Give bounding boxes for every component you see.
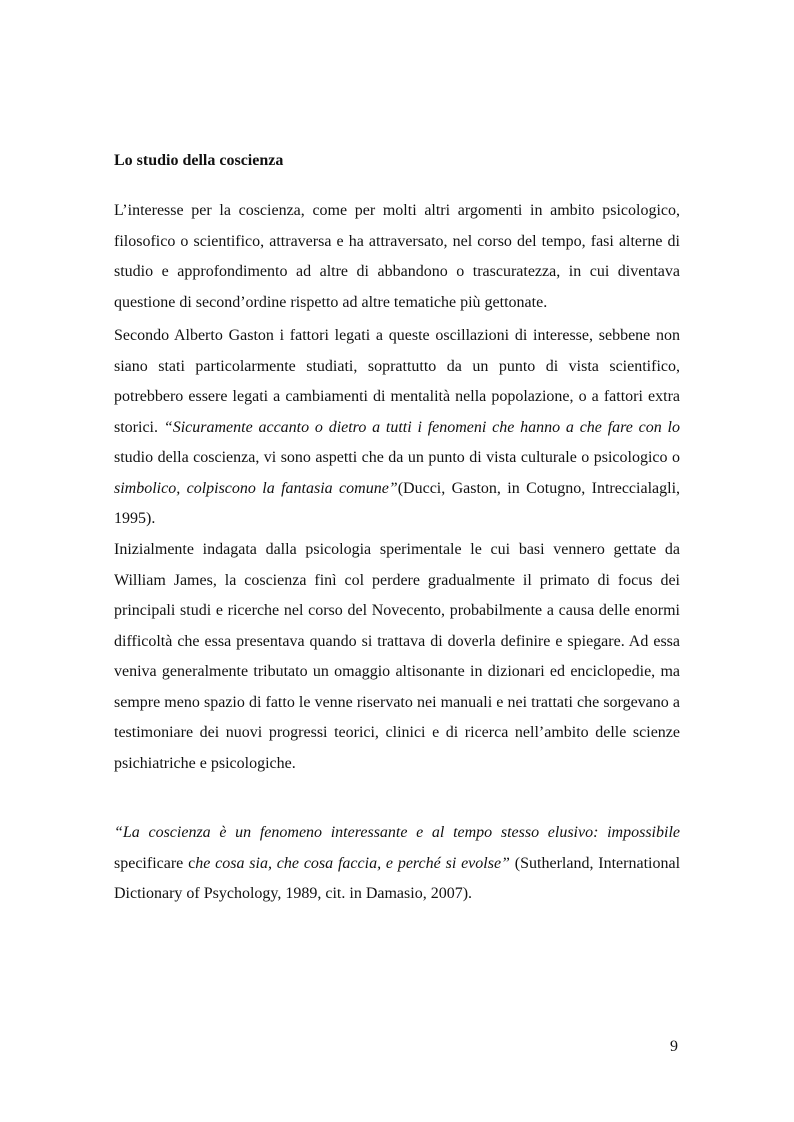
section-heading: Lo studio della coscienza <box>114 152 284 169</box>
gaston-quote-part-2: simbolico, colpiscono la fantasia comune” <box>114 479 398 497</box>
paragraph-gaston <box>114 321 680 535</box>
paragraph-interest: L’interesse per la coscienza, come per molti altri argomenti in ambito psicologico, filosofico o scientifico, attraversa e ha attraversato, nel corso del tempo, fasi alterne di studio e approfondimento ad altre di abbandono o trascuratezza, in cui diventava questione di second’ordine rispetto ad altre tematiche più gettonate. <box>114 202 680 311</box>
page-number: 9 <box>670 1038 678 1055</box>
paragraph-gaston-text-2: studio della coscienza, vi sono aspetti che da un punto di vista culturale o psicologico o <box>114 449 680 466</box>
paragraph-james: Inizialmente indagata dalla psicologia sperimentale le cui basi vennero gettate da William James, la coscienza finì col perdere gradualmente il primato di focus dei principali studi e ricerche nel corso del Novecento, probabilmente a causa delle enormi difficoltà che essa presentava quando si trattava di doverla definire e spiegare. Ad essa veniva generalmente tributato un omaggio altisonante in dizionari ed enciclopedie, ma sempre meno spazio di fatto le venne riservato nei manuali e nei trattati che sorgevano a testimoniare dei nuovi progressi teorici, clinici e di ricerca nell’ambito delle scienze psichiatriche e psicologiche. <box>114 541 680 772</box>
sutherland-quote-part-1: “La coscienza è un fenomeno interessante e al tempo stesso elusivo: impossibile <box>114 824 680 841</box>
gaston-citation: (Ducci, Gaston, in Cotugno, Intreccialagli, 1995). <box>114 479 681 527</box>
paragraph-sutherland-quote <box>114 818 680 910</box>
paragraph-gaston-text-1: Secondo Alberto Gaston i fattori legati a queste oscillazioni di interesse, sebbene non siano stati particolarmente studiati, soprattutto da un punto di vista scientifico, potrebbero essere legati a cambiamenti di mentalità nella popolazione, o a fattori extra storici. <box>114 327 680 436</box>
sutherland-citation: (Sutherland, International Dictionary of Psychology, 1989, cit. in Damasio, 2007). <box>114 854 681 902</box>
sutherland-quote-part-2: he cosa sia, che cosa faccia, e perché si evolse” <box>195 854 510 872</box>
gaston-quote-part-1: “Sicuramente accanto o dietro a tutti i fenomeni che hanno a che fare con lo <box>163 418 681 436</box>
sutherland-text: specificare c <box>114 854 196 872</box>
